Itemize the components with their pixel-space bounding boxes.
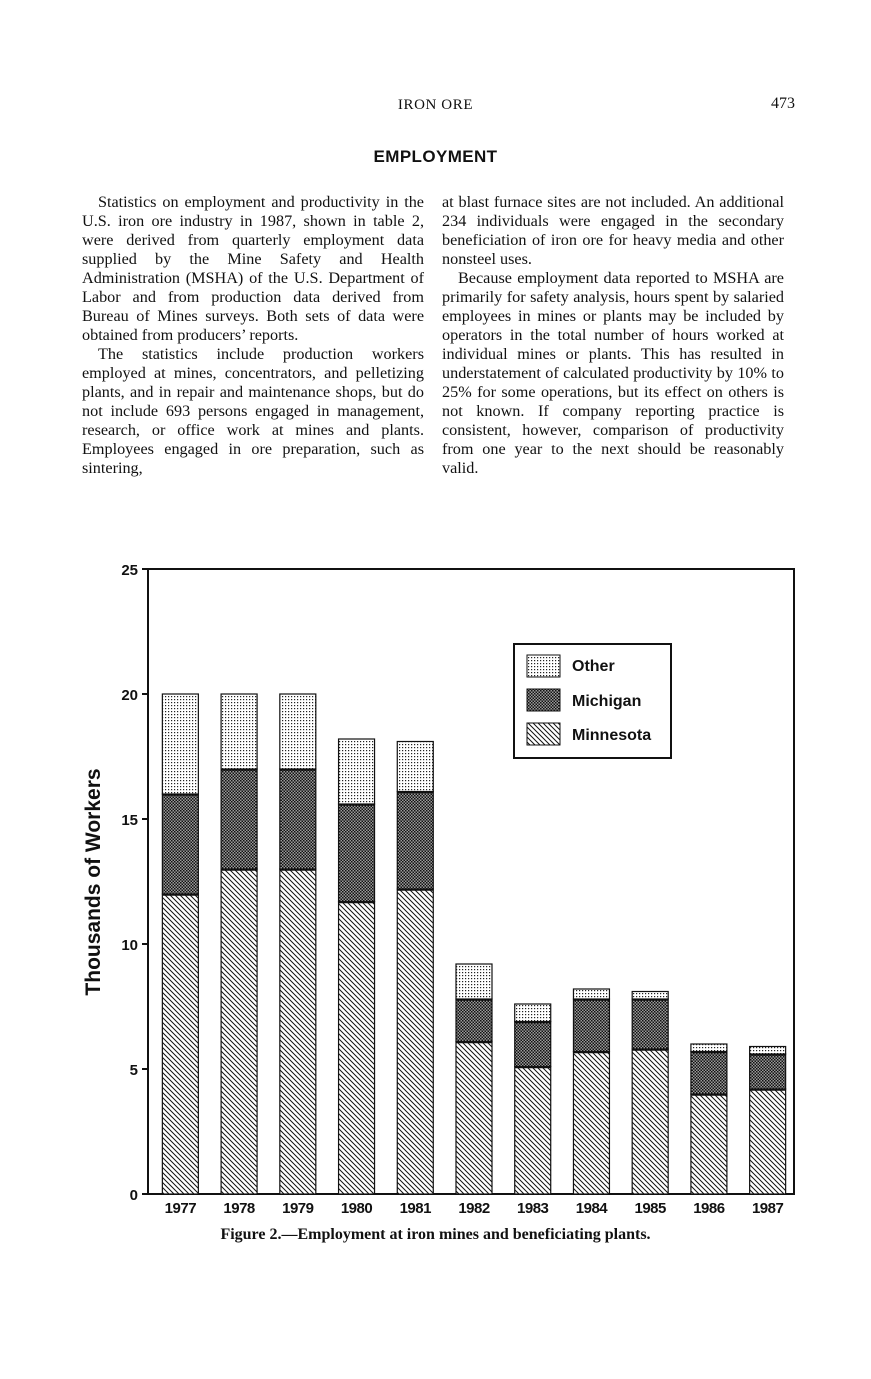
paragraph: at blast furnace sites are not included. An additional 234 individuals were engaged in the secondary beneficiation of iron ore for heavy media and other nonsteel uses. xyxy=(442,193,784,268)
y-tick-label: 25 xyxy=(121,562,138,579)
bar-segment-other xyxy=(339,739,375,804)
bar-segment-michigan xyxy=(339,804,375,902)
x-tick-label: 1985 xyxy=(634,1200,666,1217)
bar-segment-minnesota xyxy=(632,1049,668,1194)
y-axis-label: Thousands of Workers xyxy=(82,768,105,996)
bar-segment-michigan xyxy=(691,1052,727,1095)
bar-segment-other xyxy=(397,742,433,792)
bar-segment-other xyxy=(221,694,257,769)
y-tick-label: 0 xyxy=(129,1187,138,1204)
y-tick-label: 5 xyxy=(129,1062,138,1079)
bar-segment-minnesota xyxy=(691,1094,727,1194)
x-tick-label: 1987 xyxy=(751,1200,784,1217)
x-tick-label: 1977 xyxy=(164,1200,197,1217)
bar-segment-other xyxy=(750,1047,786,1055)
y-tick-label: 10 xyxy=(121,937,138,954)
running-head: IRON ORE xyxy=(397,97,474,113)
x-tick-label: 1979 xyxy=(282,1200,314,1217)
bar-segment-other xyxy=(162,694,198,794)
bar-segment-michigan xyxy=(397,792,433,890)
section-title: EMPLOYMENT xyxy=(373,147,498,166)
x-tick-label: 1980 xyxy=(340,1200,373,1217)
bar-segment-minnesota xyxy=(162,894,198,1194)
x-tick-label: 1984 xyxy=(575,1200,608,1217)
bar-segment-minnesota xyxy=(456,1042,492,1195)
bar-segment-michigan xyxy=(573,999,609,1052)
bar-segment-michigan xyxy=(280,769,316,869)
bar-segment-minnesota xyxy=(573,1052,609,1195)
bar-segment-michigan xyxy=(515,1022,551,1067)
bar-segment-michigan xyxy=(632,999,668,1049)
bar-segment-other xyxy=(456,964,492,999)
figure-caption: Figure 2.—Employment at iron mines and beneficiating plants. xyxy=(220,1226,651,1243)
page-number: 473 xyxy=(771,95,795,112)
x-tick-label: 1983 xyxy=(517,1200,549,1217)
bar-segment-minnesota xyxy=(515,1067,551,1195)
x-tick-label: 1982 xyxy=(458,1200,490,1217)
x-tick-label: 1978 xyxy=(223,1200,255,1217)
legend-label-other: Other xyxy=(572,658,615,675)
paragraph: The statistics include production workers employed at mines, concentrators, and pelletizing plants, and in repair and maintenance shops, but do not include 693 persons engaged in management, research, or office work at mines and plants. Employees engaged in ore preparation, such as sintering, xyxy=(82,345,424,477)
bar-segment-minnesota xyxy=(221,869,257,1194)
bar-segment-other xyxy=(632,992,668,1000)
chart-legend xyxy=(514,644,671,758)
bar-segment-michigan xyxy=(162,794,198,894)
x-tick-label: 1986 xyxy=(693,1200,725,1217)
y-tick-label: 20 xyxy=(121,687,138,704)
text-column-left xyxy=(82,193,424,478)
legend-label-minnesota: Minnesota xyxy=(572,727,652,744)
paragraph: Because employment data reported to MSHA are primarily for safety analysis, hours spent by salaried employees in mines or plants may be included by operators in the total number of hours worked at individual mines or plants. This has resulted in understatement of calculated productivity by 10% to 25% for some operations, but its effect on others is not known. If company reporting practice is consistent, however, comparison of productivity from one year to the next should be reasonably valid. xyxy=(442,269,784,477)
bar-segment-other xyxy=(691,1044,727,1052)
bar-segment-minnesota xyxy=(750,1089,786,1194)
text-column-right xyxy=(442,193,784,478)
bar-segment-other xyxy=(280,694,316,769)
bar-segment-minnesota xyxy=(280,869,316,1194)
y-tick-label: 15 xyxy=(121,812,138,829)
bar-segment-michigan xyxy=(750,1054,786,1089)
bar-segment-michigan xyxy=(456,999,492,1042)
bar-segment-minnesota xyxy=(397,889,433,1194)
paragraph: Statistics on employment and productivity in the U.S. iron ore industry in 1987, shown in table 2, were derived from quarterly employment data supplied by the Mine Safety and Health Administration (MSHA) of the U.S. Department of Labor and from production data derived from Bureau of Mines surveys. Both sets of data were obtained from producers’ reports. xyxy=(82,193,424,344)
x-tick-label: 1981 xyxy=(399,1200,431,1217)
bar-segment-minnesota xyxy=(339,902,375,1195)
legend-label-michigan: Michigan xyxy=(572,693,642,710)
employment-chart xyxy=(0,550,871,1220)
bar-segment-other xyxy=(515,1004,551,1022)
bar-segment-michigan xyxy=(221,769,257,869)
bar-segment-other xyxy=(573,989,609,999)
